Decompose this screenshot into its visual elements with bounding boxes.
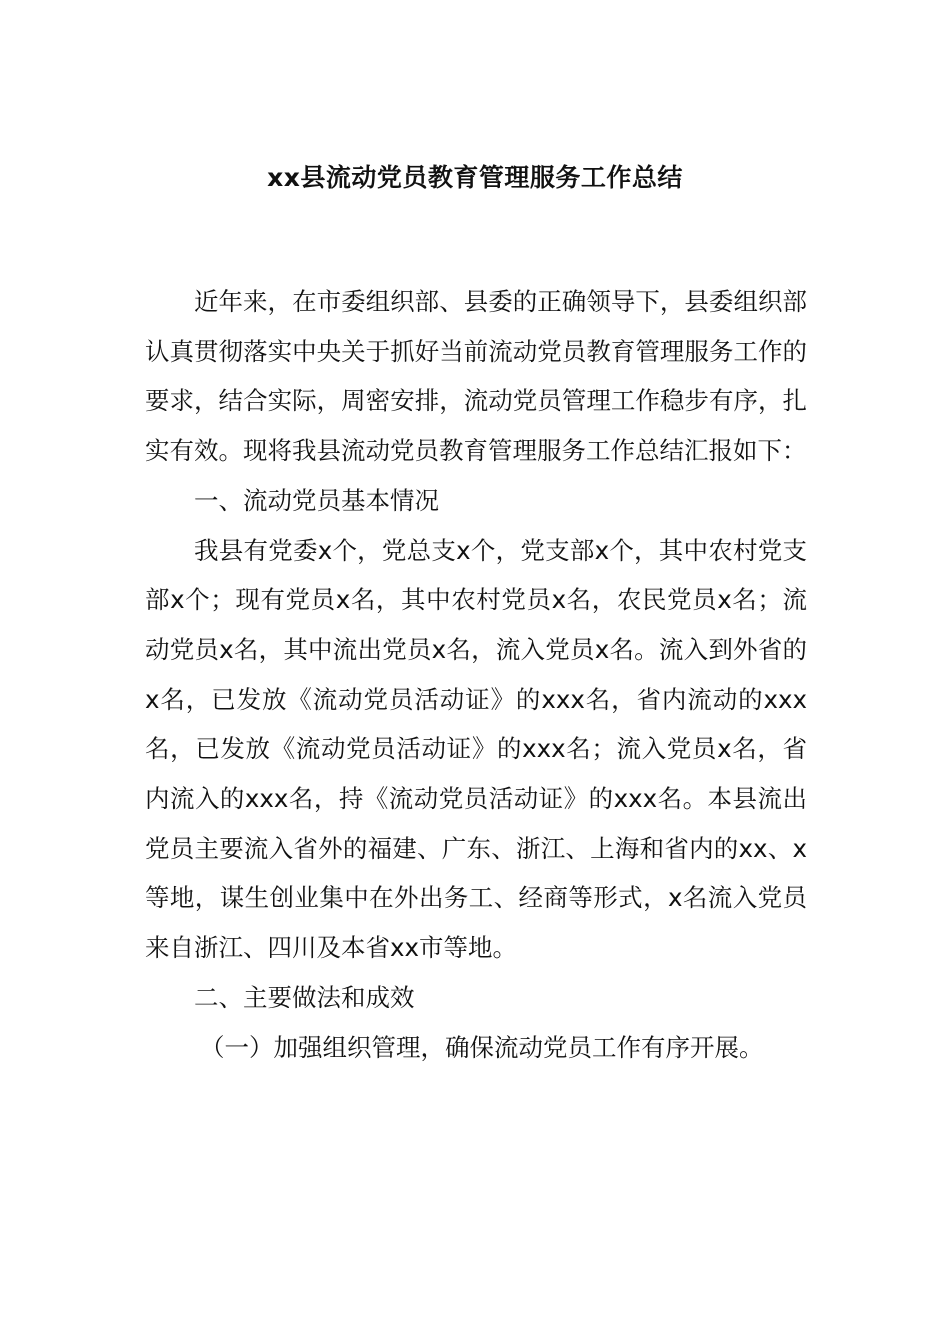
heading-section-2: 二、主要做法和成效 bbox=[194, 982, 415, 1012]
document-body bbox=[145, 277, 807, 1072]
paragraph-intro: 近年来，在市委组织部、县委的正确领导下，县委组织部认真贯彻落实中央关于抓好当前流动党员教育管理服务工作的要求，结合实际，周密安排，流动党员管理工作稳步有序，扎实有效。现将我县流动党员教育管理服务工作总结汇报如下： bbox=[145, 287, 807, 466]
heading-section-1: 一、流动党员基本情况 bbox=[194, 485, 439, 515]
paragraph-basic-situation: 我县有党委x个，党总支x个，党支部x个，其中农村党支部x个；现有党员x名，其中农村党员x名，农民党员x名；流动党员x名，其中流出党员x名，流入党员x名。流入到外省的x名，已发放《流动党员活动证》的xxx名，省内流动的xxx名，已发放《流动党员活动证》的xxx名；流入党员x名，省内流入的xxx名，持《流动党员活动证》的xxx名。本县流出党员主要流入省外的福建、广东、浙江、上海和省内的xx、x等地，谋生创业集中在外出务工、经商等形式，x名流入党员来自浙江、四川及本省xx市等地。 bbox=[145, 535, 807, 963]
heading-subsection-1: （一）加强组织管理，确保流动党员工作有序开展。 bbox=[200, 1032, 764, 1062]
document-title: xx县流动党员教育管理服务工作总结 bbox=[267, 163, 683, 192]
